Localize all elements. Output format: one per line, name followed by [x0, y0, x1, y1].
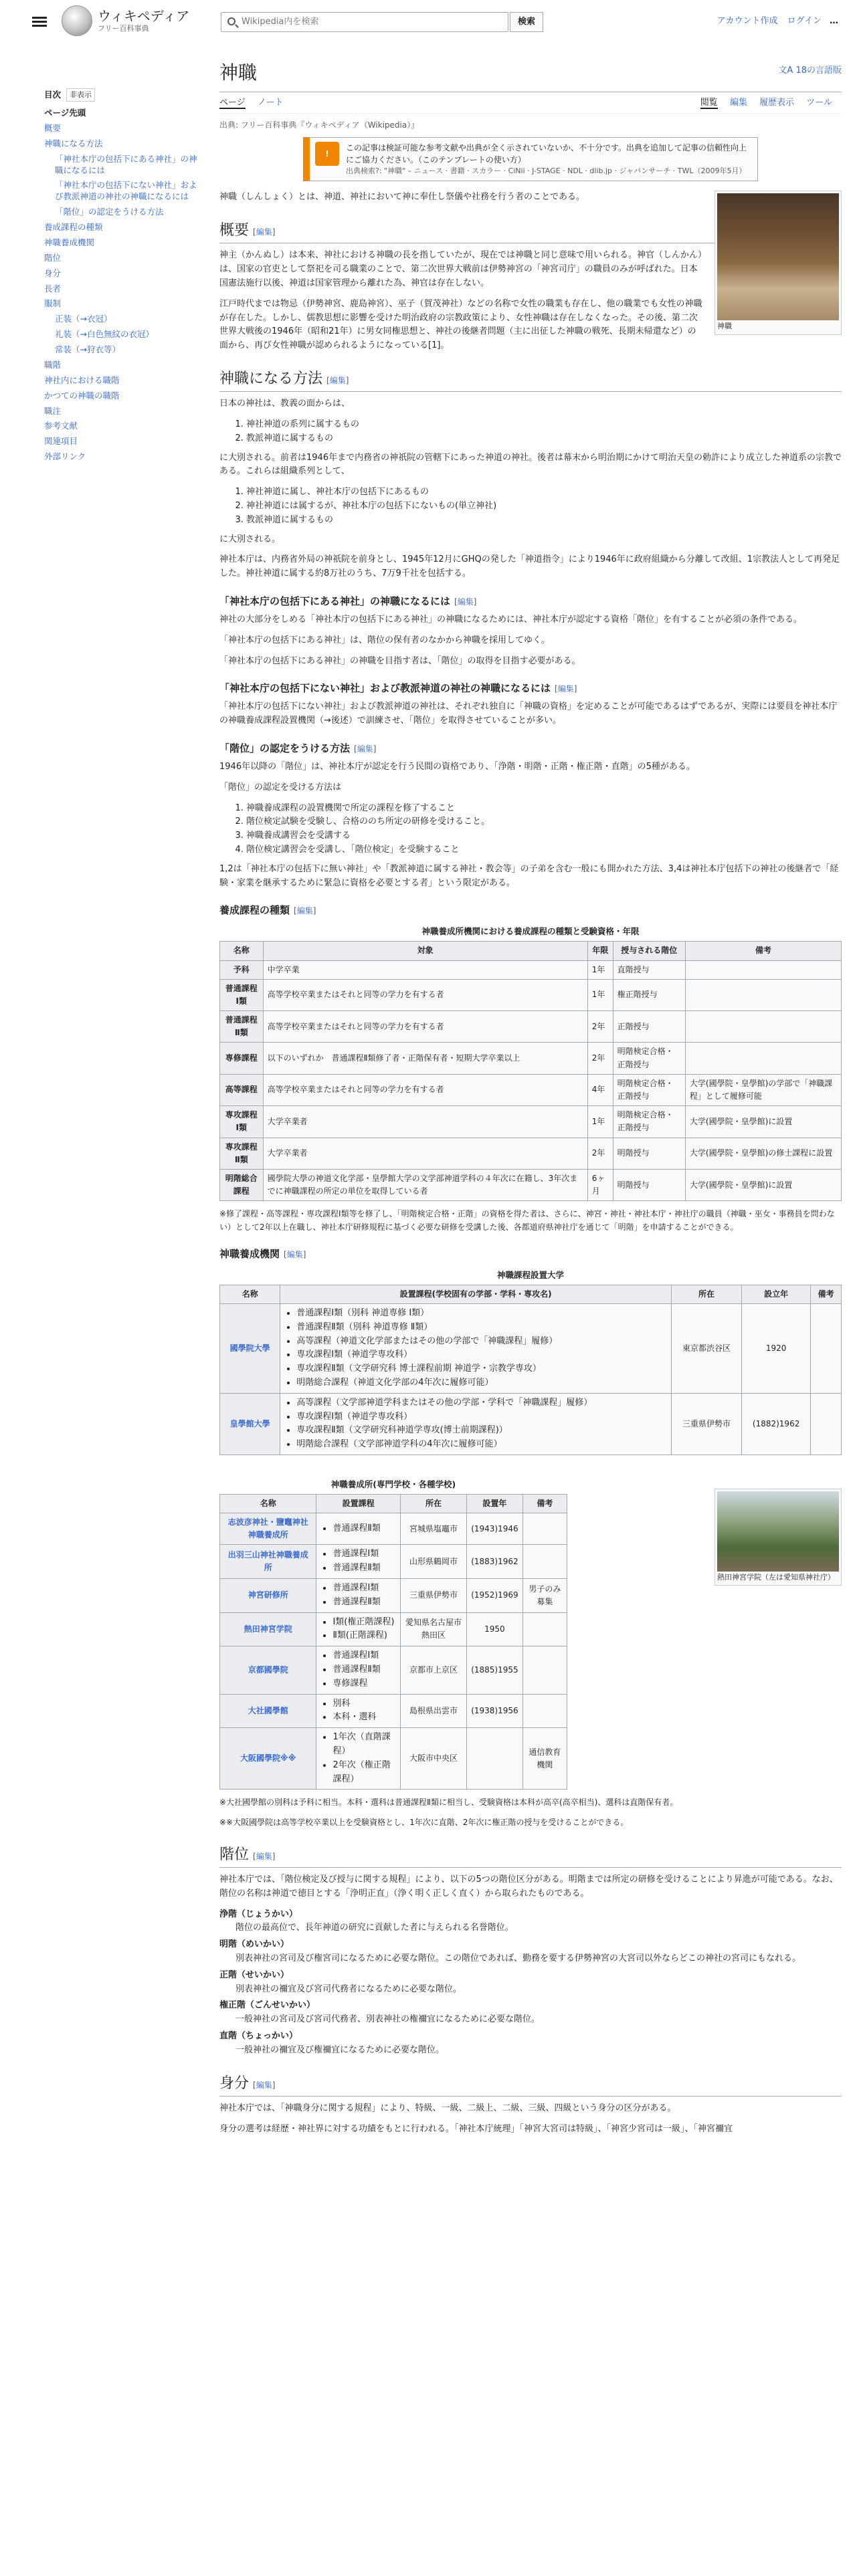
h3c-paragraph-2: 「階位」の認定を受ける方法は: [219, 782, 342, 792]
toc-item[interactable]: 「階位」の認定をうける方法: [55, 207, 164, 217]
edit-section-link[interactable]: [編集]: [454, 597, 477, 607]
table-cell: 男子のみ募集: [522, 1579, 567, 1613]
table-of-contents: [44, 88, 198, 465]
table-cell: 高等学校卒業またはそれと同等の学力を有する者: [263, 979, 587, 1010]
list-item: • 本科・選科: [332, 1711, 395, 1725]
toc-item[interactable]: 神社内における職階: [44, 374, 120, 385]
warning-text: この記事は検証可能な参考文献や出典が全く示されていないか、不十分です。出典を追加して記事の信頼性向上にご協力ください。（このテンプレートの使い方）: [346, 142, 747, 165]
table-cell: 愛知県名古屋市熱田区: [400, 1612, 466, 1646]
course-list: [332, 1522, 395, 1536]
login-link[interactable]: ログイン: [787, 16, 822, 26]
table-row: [220, 1513, 567, 1545]
logo-title: ウィキペディア: [98, 8, 190, 25]
heading-institutions: [219, 1246, 842, 1262]
table-cell: 普通課程Ⅱ類: [220, 1011, 264, 1043]
table-cell: 1年: [587, 1106, 613, 1138]
heading-jinja-honcho: [219, 593, 842, 609]
rank-term: 浄階（じょうかい）: [219, 1909, 298, 1919]
table-row: [220, 1579, 567, 1613]
how-paragraph-4: 神社本庁は、内務省外局の神祇院を前身とし、1945年12月にGHQの発した「神道指令」により1946年に政府組織から分離して改組、1宗教法人として再発足した。神社神道に属する約8万社のうち、7万9千社を包括する。: [219, 554, 840, 579]
column-header: 名称: [220, 1285, 280, 1303]
list-item: • 普通課程Ⅱ類: [332, 1522, 395, 1536]
list-item: 1. 神社神道の系列に属するもの: [246, 418, 842, 432]
table-cell: [522, 1694, 567, 1728]
table-cell: [522, 1545, 567, 1579]
course-cell: [316, 1646, 400, 1694]
toc-item[interactable]: 関連項目: [44, 436, 78, 447]
rank-paragraph: 神社本庁では、「階位検定及び授与に関する規程」により、以下の5つの階位区分がある。明階までは所定の研修を受けることにより昇進が可能である。なお、階位の名称は神道で徳目とする「浄明正直」（浄く明く正しく直く）から取られたものである。: [219, 1874, 838, 1899]
list-item: • 1年次（直階課程）: [332, 1731, 395, 1759]
column-header: 対象: [263, 942, 587, 960]
institution-name[interactable]: 志波彦神社・鹽竈神社神職養成所: [220, 1513, 316, 1545]
h3a-paragraph-1: 神社の大部分をしめる「神社本庁の包括下にある神社」の神職になるためには、神社本庁が認定する資格「階位」を有することが必須の条件である。: [219, 615, 803, 625]
toc-item[interactable]: 概要: [44, 122, 62, 133]
course-cell: [316, 1728, 400, 1790]
table-cell: 以下のいずれか 普通課程Ⅱ類修了者・正階保有者・短期大学卒業以上: [263, 1043, 587, 1074]
column-header: 授与される階位: [613, 942, 685, 960]
table-row: [220, 1393, 842, 1455]
create-account-link[interactable]: アカウント作成: [717, 16, 778, 26]
table-row: [220, 1303, 842, 1393]
table-cell: 6ヶ月: [587, 1169, 613, 1200]
column-header: 設置年: [467, 1494, 522, 1513]
tab-page[interactable]: ページ: [219, 97, 246, 108]
tab-edit[interactable]: 編集: [729, 97, 747, 108]
toc-item[interactable]: 外部リンク: [44, 451, 86, 462]
heading-rank: [219, 1842, 842, 1868]
toc-item[interactable]: 正装（→衣冠）: [55, 314, 112, 324]
table-cell: 専攻課程Ⅱ類: [220, 1138, 264, 1169]
table-cell: 明階授与: [613, 1138, 685, 1169]
table-cell: 明階検定合格・正階授与: [613, 1043, 685, 1074]
tab-history[interactable]: 履歴表示: [759, 97, 795, 108]
edit-section-link[interactable]: [編集]: [253, 1851, 276, 1861]
list-item: • 高等課程（神道文化学部またはその他の学部で「神職課程」履修）: [296, 1335, 667, 1349]
edit-label[interactable]: 編集: [557, 684, 574, 694]
intro-paragraph: 神職（しんしょく）とは、神道、神社において神に奉仕し祭儀や社務を行う者のことである。: [219, 192, 585, 203]
course-list: [296, 1307, 667, 1390]
table-cell: [522, 1612, 567, 1646]
heading-text: 「神社本庁の包括下にない神社」および教派神道の神社の神職になるには: [219, 682, 551, 695]
course-list: [332, 1582, 395, 1610]
heading-text: 階位: [219, 1845, 250, 1862]
table-cell: 大学卒業者: [263, 1106, 587, 1138]
list-item: 1. 神職養成課程の設置機関で所定の課程を修了すること: [246, 802, 842, 816]
list-item: 1. 神社神道に属し、神社本庁の包括下にあるもの: [246, 486, 842, 500]
h3c-paragraph-1: 1946年以降の「階位」は、神社本庁が認定を行う民間の資格であり、「浄階・明階・正階・権正階・直階」の5種がある。: [219, 761, 695, 772]
table-cell: [685, 979, 841, 1010]
thumbnail-shinshoku[interactable]: [714, 191, 842, 335]
list-item: 3. 教派神道に属するもの: [246, 514, 842, 528]
table-caption: 神職養成所機関における養成課程の種類と受験資格・年限: [421, 926, 640, 937]
toc-list: [44, 106, 198, 465]
edit-label[interactable]: 編集: [256, 2080, 272, 2090]
h3c-paragraph-3: 1,2は「神社本庁の包括下に無い神社」や「教派神道に属する神社・教会等」の子弟を含む一般にも開かれた方法、3,4は神社本庁包括下の神社の後継者で「経験・家業を継承するために緊急に資格を必要とする者」という限定がある。: [219, 863, 839, 888]
table-cell: [522, 1646, 567, 1694]
rank-desc: 別表神社の宮司及び権宮司になるために必要な階位。この階位であれば、勤務を要する伊勢神宮の大宮司以外ならどこの神社の宮司にもなれる。: [235, 1953, 801, 1963]
heading-text: 概要: [219, 221, 250, 239]
table-cell: [811, 1303, 842, 1393]
rank-desc: 階位の最高位で、長年神道の研究に貢献した者に与えられる名誉階位。: [235, 1923, 514, 1933]
toc-item[interactable]: 階位: [44, 252, 62, 263]
list-item: • 普通課程Ⅱ類: [332, 1562, 395, 1576]
institution-name[interactable]: 國學院大學: [220, 1303, 280, 1393]
list-item: 2. 教派神道に属するもの: [246, 432, 842, 446]
list-item: • 普通課程Ⅰ類（別科 神道専修 Ⅰ類）: [296, 1307, 667, 1321]
site-header: [0, 0, 859, 44]
logo-subtitle: フリー百科事典: [98, 24, 149, 33]
edit-section-link[interactable]: [編集]: [253, 227, 276, 237]
table-cell: [811, 1393, 842, 1455]
list-item: • 普通課程Ⅰ類: [332, 1547, 395, 1562]
toc-item[interactable]: かつての神職の職階: [44, 390, 120, 401]
table-cell: 正階授与: [613, 1011, 685, 1043]
course-cell: [280, 1393, 672, 1455]
edit-label[interactable]: 編集: [457, 597, 474, 607]
table-cell: 普通課程Ⅰ類: [220, 979, 264, 1010]
table-cell: 予科: [220, 960, 264, 979]
list-item: • 2年次（権正階課程）: [332, 1759, 395, 1787]
list-item: • 明階総合課程（文学部神道学科の4年次に履修可能）: [296, 1438, 667, 1452]
list-item: • 専攻課程Ⅱ類（文学研究科 博士課程前期 神道学・宗教学専攻）: [296, 1362, 667, 1376]
table-cell: (1885)1955: [467, 1646, 522, 1694]
column-header: 所在: [671, 1285, 741, 1303]
table-cell: 明階検定合格・正階授与: [613, 1074, 685, 1105]
table-cell: 明階総合課程: [220, 1169, 264, 1200]
list-item: • 普通課程Ⅱ類（別科 神道専修 Ⅱ類）: [296, 1321, 667, 1335]
column-header: 年限: [587, 942, 613, 960]
table-cell: [685, 960, 841, 979]
edit-section-link[interactable]: [編集]: [555, 684, 577, 694]
table-cell: (1952)1969: [467, 1579, 522, 1613]
language-count: 18の言語版: [795, 66, 842, 76]
edit-label[interactable]: 編集: [256, 227, 272, 237]
edit-section-link[interactable]: [編集]: [326, 376, 349, 386]
table-cell: 國學院大學の神道文化学部・皇學館大学の文学部神道学科の４年次に在籍し、3年次までに神職課程の所定の単位を取得している者: [263, 1169, 587, 1200]
rank-term: 正階（せいかい）: [219, 1969, 290, 1980]
table-cell: 島根県出雲市: [400, 1694, 466, 1728]
school-table: [219, 1475, 567, 1790]
language-button[interactable]: [778, 64, 842, 78]
table-cell: 権正階授与: [613, 979, 685, 1010]
edit-label[interactable]: 編集: [357, 744, 373, 754]
table-row: [220, 1694, 567, 1728]
list-item: • Ⅱ類(正階課程): [332, 1629, 395, 1643]
list-item: • 普通課程Ⅰ類: [332, 1649, 395, 1663]
institution-name[interactable]: 神宮研修所: [220, 1579, 316, 1613]
course-cell: [316, 1612, 400, 1646]
edit-label[interactable]: 編集: [286, 1249, 303, 1259]
university-table: [219, 1266, 842, 1455]
table-row: [220, 1043, 842, 1074]
shrine-type-list: [246, 418, 842, 446]
toc-item[interactable]: 長者: [44, 283, 62, 294]
table-cell: 大学(國學院・皇學館)に設置: [685, 1169, 841, 1200]
tab-tools[interactable]: ツール: [806, 97, 832, 108]
table-cell: 東京都渋谷区: [671, 1303, 741, 1393]
table-row: [220, 1612, 567, 1646]
citation-warning-box: [303, 137, 758, 182]
course-list: [332, 1731, 395, 1786]
thumbnail-caption: 熱田神宮学院（左は愛知県神社庁）: [717, 1572, 835, 1582]
table-cell: 高等課程: [220, 1074, 264, 1105]
edit-section-link[interactable]: [編集]: [284, 1249, 306, 1259]
table-cell: 京都市上京区: [400, 1646, 466, 1694]
course-list: [296, 1396, 667, 1452]
table-cell: [467, 1728, 522, 1790]
table-cell: 高等学校卒業またはそれと同等の学力を有する者: [263, 1074, 587, 1105]
table-row: [220, 979, 842, 1010]
heading-text: 身分: [219, 2074, 250, 2091]
list-item: • 普通課程Ⅱ類: [332, 1663, 395, 1677]
overview-paragraph-1: 神主（かんぬし）は本来、神社における神職の長を指していたが、現在では神職と同じ意味で用いられる。神官（しんかん）は、国家の官吏として祭祀を司る職業のことで、第二次世界大戦前は伊勢神宮の「神宮司庁」の職員のみが呼ばれた。日本国憲法施行以後、神道は国家管理から離れた為、神官は存在しない。: [219, 250, 702, 289]
toc-item[interactable]: 職注: [44, 405, 62, 416]
table-cell: 1920: [742, 1303, 811, 1393]
list-item: • 専攻課程Ⅰ類（神道学専攻科）: [296, 1410, 667, 1424]
h3a-paragraph-2: 「神社本庁の包括下にある神社」は、階位の保有者のなかから神職を採用してゆく。: [219, 635, 550, 645]
toc-item[interactable]: 「神社本庁の包括下にある神社」の神職になるには: [55, 153, 197, 175]
table-cell: 明階授与: [613, 1169, 685, 1200]
toc-item[interactable]: 神職養成機関: [44, 237, 95, 247]
edit-label[interactable]: 編集: [329, 376, 346, 386]
search-placeholder: Wikipedia内を検索: [242, 16, 319, 27]
edit-section-link[interactable]: [編集]: [294, 906, 316, 916]
heading-kaii-method: [219, 740, 842, 756]
heading-how: [219, 366, 842, 392]
institution-name[interactable]: 出羽三山神社神職養成所: [220, 1545, 316, 1579]
heading-course-types: [219, 902, 842, 918]
table-caption: 神職課程設置大学: [496, 1269, 564, 1280]
how-paragraph-1: 日本の神社は、教義の面からは、: [219, 399, 351, 409]
table-row: [220, 1169, 842, 1200]
table-cell: (1943)1946: [467, 1513, 522, 1545]
edit-section-link[interactable]: [編集]: [253, 2080, 276, 2090]
toc-item[interactable]: 礼装（→白色無紋の衣冠）: [55, 329, 154, 340]
kaii-method-list: [246, 802, 842, 857]
rank-desc: 一般神社の禰宜及び権禰宜になるために必要な階位。: [235, 2044, 445, 2055]
table-cell: [522, 1513, 567, 1545]
table-cell: 大学(國學院・皇學館)の学部で「神職課程」として履修可能: [685, 1074, 841, 1105]
h3a-paragraph-3: 「神社本庁の包括下にある神社」の神職を目指す者は、「階位」の取得を目指す必要がある。: [219, 655, 581, 666]
toc-title: 目次: [44, 90, 62, 100]
table-row: [220, 960, 842, 979]
tab-read[interactable]: 閲覧: [700, 97, 718, 108]
heading-status: [219, 2071, 842, 2097]
list-item: • Ⅰ類(権正階課程): [332, 1616, 395, 1630]
table-cell: 4年: [587, 1074, 613, 1105]
list-item: • 高等課程（文学部神道学科またはその他の学部・学科で「神職課程」履修）: [296, 1396, 667, 1410]
main-content: [219, 59, 842, 2143]
table-cell: 1年: [587, 979, 613, 1010]
list-item: 4. 階位検定講習会を受講し、「階位検定」を受験すること: [246, 843, 842, 857]
rank-term: 権正階（ごんせいかい）: [219, 2000, 316, 2011]
toc-item[interactable]: 常装（→狩衣等）: [55, 344, 120, 354]
personal-tools: [710, 15, 822, 29]
table-cell: [685, 1043, 841, 1074]
rank-desc: 別表神社の禰宜及び宮司代務者になるために必要な階位。: [235, 1983, 462, 1994]
column-header: 備考: [522, 1494, 567, 1513]
table-cell: (1883)1962: [467, 1545, 522, 1579]
more-options-icon[interactable]: …: [830, 16, 839, 26]
course-list: [332, 1616, 395, 1644]
institution-name[interactable]: 熱田神宮学院: [220, 1612, 316, 1646]
institution-name[interactable]: 皇學館大學: [220, 1393, 280, 1455]
table-cell: 直階授与: [613, 960, 685, 979]
list-item: • 普通課程Ⅱ類: [332, 1596, 395, 1610]
rank-list: [219, 1908, 842, 2058]
school-note-2: ※※大阪國學院は高等学校卒業以上を受験資格とし、1年次に直階、2年次に権正階の授与を受けることができる。: [219, 1817, 629, 1827]
toc-item[interactable]: 「神社本庁の包括下にない神社」および教派神道の神社の神職になるには: [55, 180, 197, 202]
shinshoku-photo: [717, 193, 839, 320]
table-cell: 大阪市中央区: [400, 1728, 466, 1790]
warning-sources: 出典検索?: "神職" – ニュース · 書籍 · スカラー · CiNii · J-STAGE · NDL · dlib.jp · ジャパンサーチ · TWL（2009年5月）: [346, 166, 747, 175]
list-item: • 明階総合課程（神道文化学部の4年次に履修可能）: [296, 1376, 667, 1390]
table-cell: [685, 1011, 841, 1043]
school-note-1: ※大社國學館の別科は予科に相当。本科・選科は普通課程Ⅱ類に相当し、受験資格は本科が高卒(高卒相当)、選科は直階保有者。: [219, 1798, 678, 1808]
institution-name[interactable]: 京都國學院: [220, 1646, 316, 1694]
institution-name[interactable]: 大阪國學院※※: [220, 1728, 316, 1790]
table-row: [220, 1728, 567, 1790]
toc-item[interactable]: 服制: [44, 298, 62, 309]
rank-term: 明階（めいかい）: [219, 1939, 290, 1950]
list-item: 2. 神社神道には属するが、神社本庁の包括下にないもの(単立神社): [246, 500, 842, 514]
wikipedia-logo[interactable]: [62, 5, 189, 36]
list-item: • 専攻課程Ⅱ類（文学研究科神道学専攻(博士前期課程)）: [296, 1424, 667, 1438]
heading-text: 神職になる方法: [219, 370, 323, 387]
h3b-paragraph-1: 「神社本庁の包括下にない神社」および教派神道の神社は、それぞれ独自に「神職の資格」を定めることが可能であるはずであるが、実際には要員を神社本庁の神職養成課程設置機関（→後述）で訓練させ、「階位」を取得させていることが多い。: [219, 702, 838, 726]
globe-icon: [62, 5, 92, 36]
search-button[interactable]: 検索: [510, 12, 543, 32]
table-cell: 山形県鶴岡市: [400, 1545, 466, 1579]
table-row: [220, 1011, 842, 1043]
heading-non-honcho: [219, 680, 842, 696]
status-paragraph-1: 神社本庁では、「神職身分に関する規程」により、特級、一級、二級上、二級、三級、四級という身分の区分がある。: [219, 2103, 676, 2113]
table-cell: 大学(國學院・皇學館)に設置: [685, 1106, 841, 1138]
list-item: • 専修課程: [332, 1677, 395, 1691]
table-row: [220, 1074, 842, 1105]
table-cell: 専修課程: [220, 1043, 264, 1074]
edit-label[interactable]: 編集: [296, 906, 313, 916]
org-type-list: [246, 486, 842, 527]
table-cell: 2年: [587, 1043, 613, 1074]
course-cell: [316, 1579, 400, 1613]
course-list: [332, 1697, 395, 1725]
table-cell: 2年: [587, 1138, 613, 1169]
table-cell: 2年: [587, 1011, 613, 1043]
table-cell: 中学卒業: [263, 960, 587, 979]
course-note: ※修了課程・高等課程・専攻課程Ⅰ類等を修了し、「明階検定合格・正階」の資格を得た者は、さらに、神宮・神社・神社本庁・神社庁の職員（神職・巫女・事務員を問わない）として2年以上在職し、神社本庁研修規程に基づく必要な研修を受講した後、各都道府県神社庁を通じて「明階」を申請することができる。: [219, 1209, 835, 1232]
edit-section-link[interactable]: [編集]: [354, 744, 377, 754]
heading-text: 「神社本庁の包括下にある神社」の神職になるには: [219, 595, 451, 607]
list-item: • 専攻課程Ⅰ類（神道学専攻科）: [296, 1348, 667, 1362]
table-cell: 1950: [467, 1612, 522, 1646]
table-caption: 神職養成所(専門学校・各種学校): [330, 1479, 456, 1489]
course-list: [332, 1649, 395, 1691]
overview-paragraph-2: 江戸時代までは物忌（伊勢神宮、鹿島神宮）、巫子（賀茂神社）などの名称で女性の職業も存在し、他の職業でも女性の神職が存在した。しかし、儒教思想に影響を受けた明治政府の宗教政策により、女性神職は存在しなくなった。その後、第二次世界大戦後の1946年（昭和21年）に男女同権思想と、神社の後継者問題（主に出征した神職の戦死、長期未帰還など）の面から、再び女性神職が認められるようになっている[1]。: [219, 298, 702, 351]
how-paragraph-2: に大別される。前者は1946年まで内務省の神祇院の管轄下にあった神道の神社。後者は幕末から明治期にかけて明治天皇の勅許により成立した神道系の宗教である。これらは組織系列として、: [219, 452, 842, 477]
course-cell: [316, 1513, 400, 1545]
page-title: 神職: [219, 63, 258, 84]
main-menu-icon[interactable]: [32, 15, 47, 28]
heading-text: 「階位」の認定をうける方法: [219, 742, 351, 754]
column-header: 設置課程(学校固有の学部・学科・専攻名): [280, 1285, 672, 1303]
toc-item[interactable]: 参考文献: [44, 421, 78, 431]
table-cell: 大学卒業者: [263, 1138, 587, 1169]
source-line: 出典: フリー百科事典『ウィキペディア（Wikipedia）』: [219, 120, 419, 130]
column-header: 所在: [400, 1494, 466, 1513]
institution-name[interactable]: 大社國學館: [220, 1694, 316, 1728]
table-cell: 高等学校卒業またはそれと同等の学力を有する者: [263, 1011, 587, 1043]
table-cell: 1年: [587, 960, 613, 979]
translate-icon: 文A: [778, 66, 793, 76]
list-item: • 普通課程Ⅰ類: [332, 1582, 395, 1596]
atsuta-photo: [717, 1491, 839, 1572]
search-icon: [227, 17, 235, 25]
course-cell: [316, 1545, 400, 1579]
column-header: 設置課程: [316, 1494, 400, 1513]
rank-term: 直階（ちょっかい）: [219, 2030, 298, 2041]
column-header: 名称: [220, 942, 264, 960]
table-cell: (1882)1962: [742, 1393, 811, 1455]
table-cell: 三重県伊勢市: [400, 1579, 466, 1613]
course-table: [219, 922, 842, 1201]
toc-item[interactable]: 養成課程の種類: [44, 222, 103, 232]
status-paragraph-2: 身分の選考は経歴・神社界に対する功績をもとに行われる。「神社本庁統理」「神宮大宮司は特級」、「神宮少宮司は一級」、「神宮禰宜: [219, 2123, 733, 2134]
search-input[interactable]: [221, 12, 508, 32]
table-cell: (1938)1956: [467, 1694, 522, 1728]
column-header: 備考: [685, 942, 841, 960]
page-tabs: [219, 96, 842, 114]
table-cell: 専攻課程Ⅰ類: [220, 1106, 264, 1138]
toc-item[interactable]: 神職になる方法: [44, 138, 103, 148]
table-cell: 大学(國學院・皇學館)の修士課程に設置: [685, 1138, 841, 1169]
course-cell: [280, 1303, 672, 1393]
table-row: [220, 1545, 567, 1579]
table-row: [220, 1646, 567, 1694]
thumbnail-caption: 神職: [717, 322, 732, 331]
table-cell: 三重県伊勢市: [671, 1393, 741, 1455]
course-cell: [316, 1694, 400, 1728]
column-header: 備考: [811, 1285, 842, 1303]
page-title-wrap: [219, 59, 842, 92]
column-header: 名称: [220, 1494, 316, 1513]
warning-book-icon: !: [315, 142, 339, 166]
thumbnail-atsuta[interactable]: [714, 1489, 842, 1586]
toc-item[interactable]: 身分: [44, 267, 62, 278]
tab-talk[interactable]: ノート: [257, 97, 284, 108]
table-cell: 通信教育機関: [522, 1728, 567, 1790]
table-row: [220, 1106, 842, 1138]
course-list: [332, 1547, 395, 1576]
list-item: 2. 階位検定試験を受験し、合格ののち所定の研修を受けること。: [246, 815, 842, 829]
toc-hide-button[interactable]: 非表示: [66, 88, 95, 102]
list-item: • 別科: [332, 1697, 395, 1711]
toc-item[interactable]: 職階: [44, 359, 62, 370]
table-cell: 明階検定合格・正階授与: [613, 1106, 685, 1138]
how-paragraph-3: に大別される。: [219, 534, 281, 544]
list-item: 3. 神職養成講習会を受講する: [246, 829, 842, 843]
table-row: [220, 1138, 842, 1169]
heading-text: 神職養成機関: [219, 1247, 280, 1260]
column-header: 設立年: [742, 1285, 811, 1303]
rank-desc: 一般神社の宮司及び宮司代務者、別表神社の権禰宜になるために必要な階位。: [235, 2014, 541, 2025]
heading-text: 養成課程の種類: [219, 904, 290, 917]
toc-item[interactable]: ページ先頭: [44, 108, 86, 118]
table-cell: 宮城県塩竈市: [400, 1513, 466, 1545]
edit-label[interactable]: 編集: [256, 1851, 272, 1861]
